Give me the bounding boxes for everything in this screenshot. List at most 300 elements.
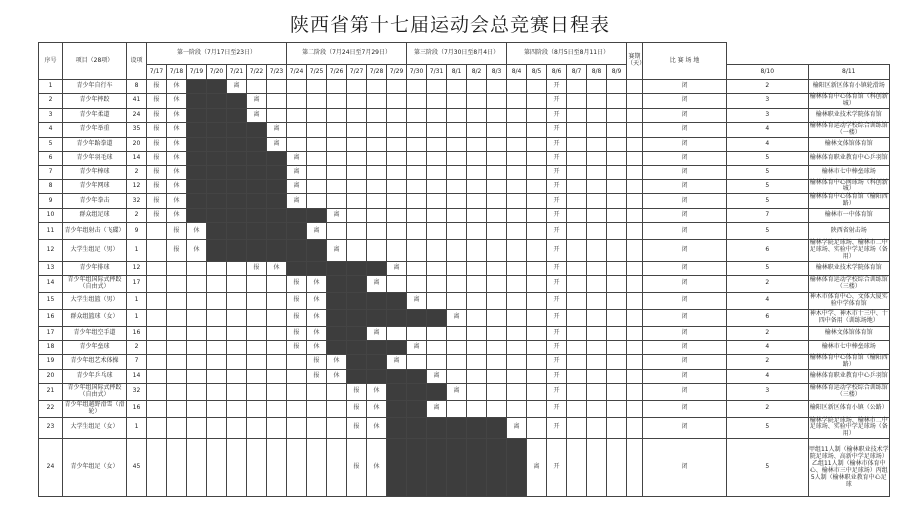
event-name: 青少年组越野滑雪（滑轮） (63, 400, 127, 417)
empty-day-cell (347, 165, 367, 179)
event-count: 2 (127, 209, 147, 223)
table-row (39, 439, 890, 497)
empty-day-cell (487, 292, 507, 309)
empty-day-cell (327, 80, 347, 94)
phase-1-header: 第一阶段（7月17日至23日） (147, 43, 287, 65)
empty-day-cell (267, 80, 287, 94)
empty-day-cell (527, 209, 547, 223)
empty-day-cell (247, 292, 267, 309)
table-row (39, 137, 890, 151)
leave-mark: 离 (527, 439, 547, 497)
empty-day-cell (207, 439, 227, 497)
empty-day-cell (307, 137, 327, 151)
empty-day-cell (427, 223, 447, 240)
event-venue: 榆林体育职业教育中心乒羽馆 (808, 151, 889, 165)
empty-day-cell (427, 80, 447, 94)
competition-day-cell (207, 240, 227, 262)
closing-mark: 闭 (643, 292, 727, 309)
event-duration: 4 (727, 137, 808, 151)
empty-day-cell (467, 261, 487, 275)
competition-day-cell (227, 151, 247, 165)
date-header: 7/22 (247, 65, 267, 80)
competition-day-cell (347, 292, 367, 309)
leave-mark: 离 (227, 80, 247, 94)
empty-day-cell (387, 80, 407, 94)
event-duration: 6 (727, 309, 808, 326)
empty-day-cell (427, 292, 447, 309)
event-name: 青少年组国际式摔跤（自由式） (63, 383, 127, 400)
empty-day-cell (287, 94, 307, 109)
empty-day-cell (347, 80, 367, 94)
empty-day-cell (507, 240, 527, 262)
competition-day-cell (227, 108, 247, 122)
empty-day-cell (247, 400, 267, 417)
empty-day-cell (607, 275, 627, 292)
empty-day-cell (587, 417, 607, 439)
arrive-mark: 报 (147, 165, 167, 179)
empty-day-cell (287, 400, 307, 417)
opening-mark: 开 (547, 261, 567, 275)
empty-day-cell (607, 292, 627, 309)
empty-day-cell (587, 209, 607, 223)
empty-day-cell (307, 383, 327, 400)
competition-day-cell (227, 179, 247, 194)
empty-day-cell (567, 165, 587, 179)
empty-day-cell (307, 439, 327, 497)
empty-day-cell (507, 165, 527, 179)
closing-mark: 闭 (643, 122, 727, 137)
empty-day-cell (607, 400, 627, 417)
empty-day-cell (627, 354, 643, 369)
empty-day-cell (607, 326, 627, 340)
empty-day-cell (507, 209, 527, 223)
competition-day-cell (367, 340, 387, 354)
event-venue: 榆林学院足球场、榆林市二中足球场、实验中学足球场（备用） (809, 239, 888, 260)
event-count: 2 (127, 165, 147, 179)
empty-day-cell (607, 354, 627, 369)
empty-day-cell (587, 439, 607, 497)
empty-day-cell (327, 165, 347, 179)
row-number: 23 (39, 417, 63, 439)
empty-day-cell (327, 383, 347, 400)
opening-mark: 开 (547, 94, 567, 109)
competition-day-cell (367, 354, 387, 369)
leave-mark: 离 (367, 326, 387, 340)
competition-day-cell (267, 194, 287, 209)
competition-day-cell (187, 122, 207, 137)
empty-day-cell (427, 275, 447, 292)
row-number: 3 (39, 108, 63, 122)
closing-mark: 闭 (643, 326, 727, 340)
row-number: 14 (39, 275, 63, 292)
table-row (39, 179, 890, 194)
empty-day-cell (607, 194, 627, 209)
empty-day-cell (487, 261, 507, 275)
empty-day-cell (427, 122, 447, 137)
competition-day-cell (267, 151, 287, 165)
empty-day-cell (527, 417, 547, 439)
empty-day-cell (627, 275, 643, 292)
closing-mark: 闭 (643, 94, 727, 109)
competition-day-cell (267, 179, 287, 194)
row-number: 1 (39, 80, 63, 94)
leave-mark: 离 (387, 354, 407, 369)
leave-mark: 离 (287, 179, 307, 194)
empty-day-cell (627, 108, 643, 122)
competition-day-cell (407, 383, 427, 400)
empty-day-cell (167, 369, 187, 383)
empty-day-cell (587, 108, 607, 122)
empty-day-cell (367, 108, 387, 122)
empty-day-cell (227, 309, 247, 326)
event-name: 青少年跆拳道 (63, 137, 127, 151)
table-row (39, 240, 890, 262)
empty-day-cell (247, 309, 267, 326)
empty-day-cell (527, 275, 547, 292)
empty-day-cell (567, 340, 587, 354)
competition-day-cell (187, 151, 207, 165)
empty-day-cell (567, 240, 587, 262)
table-row (39, 340, 890, 354)
empty-day-cell (567, 275, 587, 292)
header-item: 项目（28项） (63, 43, 127, 80)
opening-mark: 开 (547, 223, 567, 240)
competition-day-cell (247, 151, 267, 165)
empty-day-cell (467, 179, 487, 194)
empty-day-cell (607, 223, 627, 240)
empty-day-cell (487, 383, 507, 400)
empty-day-cell (207, 261, 227, 275)
opening-mark: 开 (547, 108, 567, 122)
empty-day-cell (167, 326, 187, 340)
empty-day-cell (207, 400, 227, 417)
empty-day-cell (207, 292, 227, 309)
event-count: 45 (127, 439, 147, 497)
empty-day-cell (367, 209, 387, 223)
competition-day-cell (407, 400, 427, 417)
event-venue: 榆阳区新区体育小镇（公路） (808, 400, 889, 417)
event-duration: 5 (727, 261, 808, 275)
empty-day-cell (447, 194, 467, 209)
empty-day-cell (327, 400, 347, 417)
opening-mark: 开 (547, 137, 567, 151)
page-title: 陕西省第十七届运动会总竞赛日程表 (289, 14, 610, 36)
event-name: 大学生组足（男） (63, 240, 127, 262)
empty-day-cell (567, 309, 587, 326)
event-name: 青少年摔跤 (63, 94, 127, 109)
event-name: 群众组足球 (63, 209, 127, 223)
empty-day-cell (347, 151, 367, 165)
empty-day-cell (427, 179, 447, 194)
date-header: 8/6 (547, 65, 567, 80)
empty-day-cell (507, 383, 527, 400)
date-header: 7/23 (267, 65, 287, 80)
header-count: 设项 (127, 43, 147, 80)
arrive-mark: 报 (347, 400, 367, 417)
competition-day-cell (447, 439, 467, 497)
empty-day-cell (627, 223, 643, 240)
empty-day-cell (207, 326, 227, 340)
empty-day-cell (407, 326, 427, 340)
empty-day-cell (367, 137, 387, 151)
empty-day-cell (567, 400, 587, 417)
empty-day-cell (507, 326, 527, 340)
empty-day-cell (287, 417, 307, 439)
empty-day-cell (307, 194, 327, 209)
empty-day-cell (487, 108, 507, 122)
competition-day-cell (207, 151, 227, 165)
empty-day-cell (267, 369, 287, 383)
empty-day-cell (207, 275, 227, 292)
rest-mark: 休 (167, 165, 187, 179)
event-name: 青少年自行车 (63, 80, 127, 94)
arrive-mark: 报 (147, 108, 167, 122)
row-number: 17 (39, 326, 63, 340)
empty-day-cell (187, 340, 207, 354)
empty-day-cell (627, 194, 643, 209)
event-duration: 5 (727, 165, 808, 179)
empty-day-cell (367, 151, 387, 165)
competition-day-cell (247, 209, 267, 223)
empty-day-cell (327, 223, 347, 240)
empty-day-cell (367, 194, 387, 209)
competition-day-cell (227, 240, 247, 262)
empty-day-cell (487, 194, 507, 209)
empty-day-cell (447, 137, 467, 151)
empty-day-cell (567, 94, 587, 109)
table-row (39, 417, 890, 439)
empty-day-cell (167, 261, 187, 275)
closing-mark: 闭 (643, 151, 727, 165)
event-venue: 榆林体育运动学校综合训练馆（三楼） (808, 383, 889, 400)
empty-day-cell (247, 369, 267, 383)
event-duration: 5 (727, 417, 808, 439)
empty-day-cell (267, 309, 287, 326)
competition-day-cell (247, 137, 267, 151)
closing-mark: 闭 (643, 80, 727, 94)
closing-mark: 闭 (643, 209, 727, 223)
competition-day-cell (207, 165, 227, 179)
empty-day-cell (607, 137, 627, 151)
empty-day-cell (587, 369, 607, 383)
event-venue: 榆林市七中棒垒球场 (808, 165, 889, 179)
empty-day-cell (147, 309, 167, 326)
competition-day-cell (187, 94, 207, 109)
empty-day-cell (447, 94, 467, 109)
empty-day-cell (207, 383, 227, 400)
event-duration: 3 (727, 108, 808, 122)
event-count: 32 (127, 383, 147, 400)
closing-mark: 闭 (643, 194, 727, 209)
empty-day-cell (227, 400, 247, 417)
empty-day-cell (527, 400, 547, 417)
empty-day-cell (267, 383, 287, 400)
empty-day-cell (607, 417, 627, 439)
competition-day-cell (427, 439, 447, 497)
arrive-mark: 报 (307, 369, 327, 383)
rest-mark: 休 (167, 80, 187, 94)
table-row (39, 108, 890, 122)
empty-day-cell (387, 137, 407, 151)
competition-day-cell (187, 179, 207, 194)
competition-day-cell (247, 179, 267, 194)
competition-day-cell (267, 223, 287, 240)
empty-day-cell (507, 340, 527, 354)
empty-day-cell (527, 340, 547, 354)
event-venue: 榆林体育中心网球场（科创新城） (809, 178, 888, 193)
arrive-mark: 报 (147, 209, 167, 223)
competition-day-cell (227, 122, 247, 137)
arrive-mark: 报 (347, 439, 367, 497)
event-venue: 陕西省射击场 (808, 223, 889, 240)
empty-day-cell (607, 439, 627, 497)
empty-day-cell (447, 223, 467, 240)
closing-mark: 闭 (643, 240, 727, 262)
empty-day-cell (567, 179, 587, 194)
competition-day-cell (247, 194, 267, 209)
empty-day-cell (487, 137, 507, 151)
rest-mark: 休 (307, 340, 327, 354)
rest-mark: 休 (167, 179, 187, 194)
empty-day-cell (147, 354, 167, 369)
closing-mark: 闭 (643, 400, 727, 417)
empty-day-cell (487, 223, 507, 240)
empty-day-cell (407, 261, 427, 275)
row-number: 20 (39, 369, 63, 383)
opening-mark: 开 (547, 439, 567, 497)
empty-day-cell (467, 369, 487, 383)
table-row (39, 261, 890, 275)
closing-mark: 闭 (643, 179, 727, 194)
date-header: 8/8 (587, 65, 607, 80)
empty-day-cell (527, 151, 547, 165)
competition-day-cell (327, 261, 347, 275)
arrive-mark: 报 (147, 94, 167, 109)
empty-day-cell (187, 261, 207, 275)
arrive-mark: 报 (147, 194, 167, 209)
empty-day-cell (167, 439, 187, 497)
arrive-mark: 报 (147, 179, 167, 194)
empty-day-cell (387, 209, 407, 223)
row-number: 12 (39, 240, 63, 262)
competition-day-cell (367, 309, 387, 326)
opening-mark: 开 (547, 240, 567, 262)
opening-mark: 开 (547, 275, 567, 292)
event-count: 32 (127, 194, 147, 209)
empty-day-cell (527, 179, 547, 194)
empty-day-cell (427, 240, 447, 262)
competition-day-cell (507, 439, 527, 497)
competition-day-cell (467, 417, 487, 439)
rest-mark: 休 (327, 369, 347, 383)
event-duration: 5 (727, 194, 808, 209)
empty-day-cell (207, 354, 227, 369)
empty-day-cell (467, 94, 487, 109)
competition-day-cell (367, 261, 387, 275)
row-number: 6 (39, 151, 63, 165)
empty-day-cell (607, 209, 627, 223)
empty-day-cell (407, 94, 427, 109)
event-count: 1 (127, 417, 147, 439)
empty-day-cell (367, 94, 387, 109)
closing-mark: 闭 (643, 275, 727, 292)
empty-day-cell (407, 151, 427, 165)
arrive-mark: 报 (147, 80, 167, 94)
empty-day-cell (447, 261, 467, 275)
empty-day-cell (427, 194, 447, 209)
event-duration: 7 (727, 209, 808, 223)
empty-day-cell (387, 151, 407, 165)
empty-day-cell (147, 383, 167, 400)
empty-day-cell (507, 223, 527, 240)
event-venue: 榆林学院足球场、榆林市二中足球场、实验中学足球场（备用） (809, 416, 888, 438)
empty-day-cell (607, 122, 627, 137)
competition-day-cell (287, 240, 307, 262)
competition-day-cell (307, 209, 327, 223)
empty-day-cell (627, 326, 643, 340)
phase-3-header: 第三阶段（7月30日至8月4日） (407, 43, 507, 65)
empty-day-cell (567, 417, 587, 439)
empty-day-cell (567, 209, 587, 223)
empty-day-cell (187, 400, 207, 417)
empty-day-cell (567, 137, 587, 151)
empty-day-cell (287, 439, 307, 497)
event-name: 青少年组艺术体操 (63, 354, 127, 369)
empty-day-cell (407, 354, 427, 369)
competition-day-cell (187, 209, 207, 223)
empty-day-cell (467, 137, 487, 151)
empty-day-cell (167, 309, 187, 326)
empty-day-cell (607, 340, 627, 354)
rest-mark: 休 (167, 94, 187, 109)
competition-day-cell (367, 292, 387, 309)
leave-mark: 离 (287, 194, 307, 209)
event-name: 青少年组足（女） (63, 439, 127, 497)
empty-day-cell (247, 326, 267, 340)
event-venue: 神木市体育中心、文体大厦实验中学体育馆 (808, 292, 889, 309)
table-row (39, 354, 890, 369)
event-name: 青少年网球 (63, 179, 127, 194)
table-row (39, 275, 890, 292)
arrive-mark: 报 (307, 354, 327, 369)
competition-day-cell (387, 400, 407, 417)
empty-day-cell (507, 309, 527, 326)
opening-mark: 开 (547, 292, 567, 309)
empty-day-cell (367, 122, 387, 137)
empty-day-cell (607, 383, 627, 400)
empty-day-cell (327, 439, 347, 497)
empty-day-cell (607, 261, 627, 275)
empty-day-cell (147, 439, 167, 497)
empty-day-cell (607, 151, 627, 165)
arrive-mark: 报 (147, 122, 167, 137)
table-row (39, 209, 890, 223)
opening-mark: 开 (547, 194, 567, 209)
empty-day-cell (347, 108, 367, 122)
empty-day-cell (527, 137, 547, 151)
row-number: 8 (39, 179, 63, 194)
empty-day-cell (527, 261, 547, 275)
phase-4-header: 第四阶段（8月5日至8月11日） (507, 43, 627, 65)
opening-mark: 开 (547, 383, 567, 400)
empty-day-cell (627, 209, 643, 223)
empty-day-cell (347, 179, 367, 194)
empty-day-cell (347, 94, 367, 109)
event-venue: 榆林文体馆体育馆 (808, 326, 889, 340)
empty-day-cell (607, 80, 627, 94)
date-header: 7/20 (207, 65, 227, 80)
leave-mark: 离 (427, 400, 447, 417)
